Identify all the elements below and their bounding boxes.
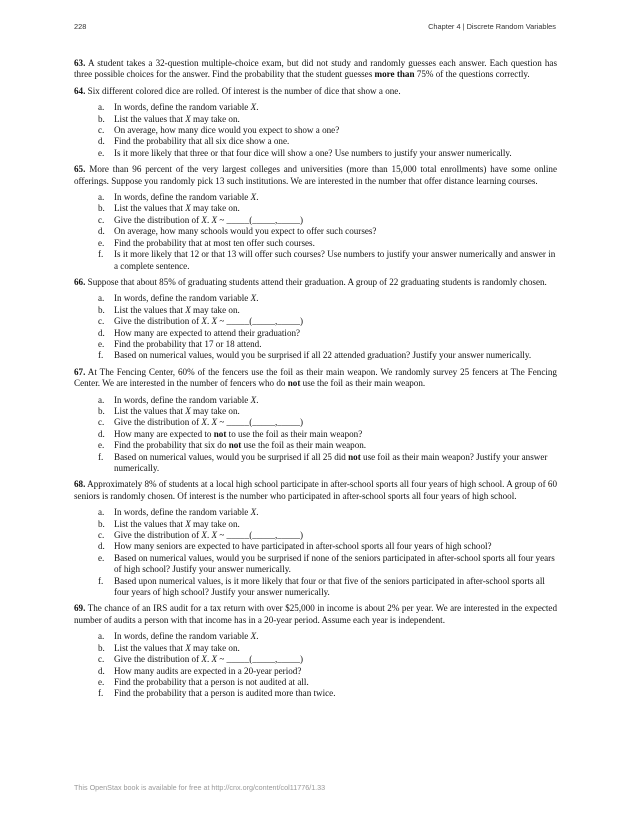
exercise-part: [74, 136, 557, 147]
text-run: .: [256, 192, 259, 203]
text-run: How many are expected to: [114, 428, 214, 439]
exercise-part: [74, 688, 557, 699]
exercise-part: [74, 148, 557, 159]
text-run: On average, how many dice would you expect to show a one?: [114, 125, 340, 136]
exercise-number: 67.: [74, 366, 86, 377]
exercise-part: [74, 677, 557, 688]
exercise-list: [74, 58, 557, 705]
exercise-part: [74, 452, 557, 475]
italic-variable: X: [250, 102, 257, 113]
exercise-part: [74, 666, 557, 677]
text-run: Is it more likely that three or that four dice will show a one? Use numbers to justify your answer numerically.: [114, 147, 512, 158]
text-run: Give the distribution of: [114, 316, 202, 327]
exercise-stem: [74, 58, 557, 81]
italic-variable: X: [250, 631, 257, 642]
text-run: List the values that: [114, 304, 186, 315]
text-run: In words, define the random variable: [114, 507, 251, 518]
text-run: List the values that: [114, 203, 186, 214]
italic-variable: X: [211, 214, 218, 225]
part-letter: d.: [98, 226, 105, 237]
text-run: use foil as their main weapon? Justify your answer numerically.: [114, 451, 548, 473]
part-letter: e.: [98, 552, 105, 563]
part-letter: b.: [98, 405, 105, 416]
text-run: List the values that: [114, 113, 186, 124]
exercise-parts: [74, 102, 557, 159]
part-letter: e.: [98, 338, 105, 349]
italic-variable: X: [185, 518, 191, 529]
exercise-stem: [74, 164, 557, 187]
exercise-part: [74, 541, 557, 552]
text-run: Based on numerical values, would you be surprised if none of the seniors participated in after-school sports all four years of high school? Justify your answer numerically.: [114, 552, 555, 575]
part-letter: c.: [98, 654, 105, 665]
italic-variable: X: [250, 192, 257, 203]
italic-variable: X: [201, 530, 207, 541]
part-letter: a.: [98, 102, 105, 113]
italic-variable: X: [185, 642, 191, 653]
text-run: ~ _____(_____,_____): [217, 214, 304, 225]
text-run: to use the foil as their main weapon?: [226, 428, 363, 439]
text-run: In words, define the random variable: [114, 293, 251, 304]
text-run: The chance of an IRS audit for a tax return with over $25,000 in income is about 2% per year. We are interested in the expected number of audits a person with that income has in a 20-year period. Assume each year is independent.: [74, 603, 558, 625]
exercise-part: [74, 417, 557, 428]
exercise-part: [74, 328, 557, 339]
text-run: List the values that: [114, 518, 186, 529]
text-run: may take on.: [190, 113, 240, 124]
text-run: ~ _____(_____,_____): [217, 654, 304, 665]
italic-variable: X: [185, 405, 191, 416]
part-letter: c.: [98, 214, 105, 225]
text-run: use the foil as their main weapon.: [241, 440, 367, 451]
exercise-number: 69.: [74, 603, 86, 614]
part-letter: d.: [98, 327, 105, 338]
text-run: More than 96 percent of the very largest colleges and universities (more than 15,000 total enrollments) have some online offerings. Suppose you randomly pick 13 such institutions. We are interested in the number that offer distance learning courses.: [74, 164, 557, 186]
text-run: How many are expected to attend their graduation?: [114, 327, 301, 338]
text-run: .: [206, 417, 212, 428]
exercise-67: [74, 367, 557, 475]
italic-variable: X: [185, 113, 191, 124]
part-letter: c.: [98, 530, 105, 541]
text-run: Suppose that about 85% of graduating students attend their graduation. A group of 22 graduating students is randomly chosen.: [87, 276, 547, 287]
text-run: In words, define the random variable: [114, 631, 251, 642]
italic-variable: X: [201, 316, 207, 327]
text-run: List the values that: [114, 405, 186, 416]
part-letter: e.: [98, 237, 105, 248]
text-run: At The Fencing Center, 60% of the fencers use the foil as their main weapon. We randomly survey 25 fencers at The Fencing Center. We are interested in the number of fencers who do: [74, 366, 557, 389]
part-letter: a.: [98, 192, 105, 203]
text-run: ~ _____(_____,_____): [217, 316, 304, 327]
text-run: may take on.: [190, 642, 240, 653]
text-run: .: [206, 316, 212, 327]
text-run: In words, define the random variable: [114, 394, 251, 405]
text-run: Based upon numerical values, is it more likely that four or that five of the seniors participated in after-school sports all four years of high school? Justify your answer numerically.: [114, 575, 545, 598]
exercise-part: [74, 102, 557, 113]
part-letter: b.: [98, 113, 105, 124]
text-run: On average, how many schools would you expect to offer such courses?: [114, 226, 377, 237]
exercise-part: [74, 631, 557, 642]
exercise-part: [74, 316, 557, 327]
text-run: List the values that: [114, 642, 186, 653]
exercise-part: [74, 226, 557, 237]
italic-variable: X: [201, 654, 207, 665]
text-run: Based on numerical values, would you be surprised if all 22 attended graduation? Justify your answer numerically.: [114, 350, 532, 361]
exercise-part: [74, 350, 557, 361]
italic-variable: X: [250, 507, 257, 518]
chapter-title: Chapter 4 | Discrete Random Variables: [428, 22, 556, 31]
exercise-63: [74, 58, 557, 81]
italic-variable: X: [211, 530, 218, 541]
text-run: Approximately 8% of students at a local high school participate in after-school sports all four years of high school. A group of 60 seniors is randomly chosen. Of interest is the number who participated in after-school sports all four years of high school.: [74, 479, 557, 501]
italic-variable: X: [201, 417, 207, 428]
exercise-parts: [74, 395, 557, 475]
exercise-part: [74, 114, 557, 125]
exercise-part: [74, 440, 557, 451]
part-letter: a.: [98, 631, 105, 642]
text-run: Six different colored dice are rolled. Of interest is the number of dice that show a one.: [87, 85, 401, 96]
exercise-stem: [74, 367, 557, 390]
text-run: may take on.: [190, 518, 240, 529]
text-run: .: [256, 631, 259, 642]
exercise-part: [74, 293, 557, 304]
text-run: Give the distribution of: [114, 530, 202, 541]
part-letter: e.: [98, 440, 105, 451]
exercise-part: [74, 203, 557, 214]
part-letter: b.: [98, 203, 105, 214]
part-letter: c.: [98, 125, 105, 136]
text-run: .: [256, 293, 259, 304]
part-letter: b.: [98, 642, 105, 653]
text-run: .: [206, 530, 212, 541]
text-run: How many audits are expected in a 20-year period?: [114, 665, 302, 676]
exercise-part: [74, 654, 557, 665]
exercise-66: [74, 277, 557, 362]
exercise-parts: [74, 293, 557, 361]
italic-variable: X: [250, 394, 257, 405]
bold-text: not: [287, 378, 301, 389]
exercise-part: [74, 395, 557, 406]
exercise-part: [74, 429, 557, 440]
part-letter: c.: [98, 316, 105, 327]
italic-variable: X: [250, 293, 257, 304]
part-letter: f.: [98, 249, 104, 260]
text-run: Find the probability that at most ten offer such courses.: [114, 237, 315, 248]
part-letter: d.: [98, 541, 105, 552]
exercise-stem: [74, 277, 557, 288]
italic-variable: X: [211, 316, 218, 327]
text-run: Give the distribution of: [114, 654, 202, 665]
italic-variable: X: [201, 214, 207, 225]
text-run: Is it more likely that 12 or that 13 will offer such courses? Use numbers to justify your answer numerically and answer in a complete sentence.: [114, 249, 556, 271]
italic-variable: X: [185, 203, 191, 214]
part-letter: a.: [98, 394, 105, 405]
bold-text: not: [348, 451, 361, 462]
exercise-part: [74, 507, 557, 518]
text-run: may take on.: [190, 304, 240, 315]
exercise-part: [74, 339, 557, 350]
text-run: ~ _____(_____,_____): [217, 417, 304, 428]
text-run: In words, define the random variable: [114, 192, 251, 203]
part-letter: e.: [98, 147, 105, 158]
exercise-part: [74, 553, 557, 576]
italic-variable: X: [211, 417, 218, 428]
part-letter: d.: [98, 428, 105, 439]
italic-variable: X: [185, 304, 191, 315]
exercise-part: [74, 530, 557, 541]
exercise-stem: [74, 603, 557, 626]
exercise-parts: [74, 192, 557, 272]
text-run: .: [256, 507, 259, 518]
text-run: How many seniors are expected to have participated in after-school sports all four years of high school?: [114, 541, 492, 552]
exercise-parts: [74, 507, 557, 598]
part-letter: f.: [98, 688, 104, 699]
part-letter: d.: [98, 136, 105, 147]
text-run: may take on.: [190, 203, 240, 214]
exercise-stem: [74, 86, 557, 97]
text-run: Give the distribution of: [114, 417, 202, 428]
text-run: ~ _____(_____,_____): [217, 530, 304, 541]
exercise-parts: [74, 631, 557, 699]
running-header: [74, 22, 556, 36]
text-run: 75% of the questions correctly.: [414, 69, 530, 80]
text-run: Find the probability that six do: [114, 440, 229, 451]
part-letter: b.: [98, 304, 105, 315]
exercise-64: [74, 86, 557, 159]
part-letter: a.: [98, 507, 105, 518]
part-letter: f.: [98, 575, 104, 586]
exercise-part: [74, 192, 557, 203]
text-run: .: [256, 394, 259, 405]
text-run: Give the distribution of: [114, 214, 202, 225]
italic-variable: X: [211, 654, 218, 665]
exercise-part: [74, 249, 557, 272]
bold-text: not: [213, 428, 227, 439]
text-run: Find the probability that all six dice show a one.: [114, 136, 290, 147]
exercise-number: 63.: [74, 58, 86, 68]
part-letter: a.: [98, 293, 105, 304]
text-run: .: [256, 102, 259, 113]
exercise-part: [74, 643, 557, 654]
exercise-part: [74, 576, 557, 599]
text-run: In words, define the random variable: [114, 102, 251, 113]
exercise-number: 65.: [74, 164, 86, 175]
exercise-number: 64.: [74, 85, 86, 96]
part-letter: f.: [98, 350, 104, 361]
exercise-part: [74, 215, 557, 226]
exercise-part: [74, 519, 557, 530]
part-letter: c.: [98, 417, 105, 428]
bold-text: not: [228, 440, 242, 451]
part-letter: f.: [98, 451, 104, 462]
text-run: .: [206, 654, 212, 665]
part-letter: e.: [98, 676, 105, 687]
exercise-65: [74, 164, 557, 272]
page-footer: This OpenStax book is available for free at http://cnx.org/content/col11776/1.33: [74, 783, 326, 792]
exercise-part: [74, 238, 557, 249]
text-run: .: [206, 214, 212, 225]
text-run: Find the probability that a person is not audited at all.: [114, 676, 309, 687]
exercise-69: [74, 603, 557, 699]
exercise-number: 68.: [74, 479, 86, 490]
exercise-number: 66.: [74, 276, 86, 287]
exercise-part: [74, 406, 557, 417]
page-number: 228: [74, 22, 87, 31]
exercise-68: [74, 479, 557, 598]
exercise-part: [74, 125, 557, 136]
exercise-part: [74, 305, 557, 316]
text-run: Find the probability that 17 or 18 attend.: [114, 338, 262, 349]
bold-text: more than: [374, 69, 415, 80]
text-run: may take on.: [190, 405, 240, 416]
text-run: use the foil as their main weapon.: [300, 378, 426, 389]
text-run: Based on numerical values, would you be surprised if all 25 did: [114, 451, 349, 462]
part-letter: d.: [98, 665, 105, 676]
exercise-stem: [74, 479, 557, 502]
text-run: Find the probability that a person is audited more than twice.: [114, 688, 336, 699]
text-run: A student takes a 32-question multiple-choice exam, but did not study and randomly guesses each answer. Each question has three possible choices for the answer. Find the probability that the student guesses: [74, 58, 557, 80]
part-letter: b.: [98, 518, 105, 529]
